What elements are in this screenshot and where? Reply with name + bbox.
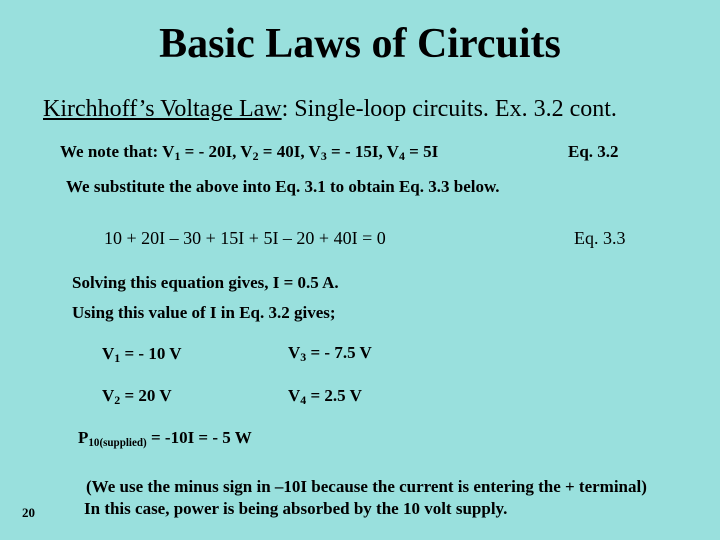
eq-3-3-label: Eq. 3.3	[574, 228, 626, 248]
v4-name: V	[288, 386, 301, 405]
solving-text: Solving this equation gives, I = 0.5 A.	[72, 273, 339, 292]
slide-subtitle	[43, 96, 617, 123]
power-result	[78, 428, 252, 449]
v2-name: V	[102, 386, 115, 405]
v4-result-subscript: 4	[300, 392, 307, 407]
power-subscript: 10(supplied)	[88, 436, 147, 449]
v1-subscript: 1	[174, 148, 181, 163]
result-v3	[288, 343, 372, 365]
v2-result-value: = 20 V	[120, 386, 172, 405]
footnote-line-2: In this case, power is being absorbed by the 10 volt supply.	[84, 499, 508, 518]
substitute-text: We substitute the above into Eq. 3.1 to obtain Eq. 3.3 below.	[66, 177, 500, 196]
v2-expression: = 40I, V	[258, 142, 321, 161]
power-name: P	[78, 428, 89, 447]
law-name: Kirchhoff’s Voltage Law	[43, 96, 282, 122]
v2-subscript: 2	[252, 148, 259, 163]
result-v4	[288, 386, 362, 408]
v1-result-value: = - 10 V	[120, 344, 182, 363]
slide-title: Basic Laws of Circuits	[159, 21, 561, 67]
v3-expression: = - 15I, V	[326, 142, 399, 161]
v4-expression: = 5I	[404, 142, 439, 161]
eq-3-2-label: Eq. 3.2	[568, 142, 619, 161]
equation-3-3: 10 + 20I – 30 + 15I + 5I – 20 + 40I = 0	[104, 228, 386, 248]
subtitle-rest: : Single-loop circuits. Ex. 3.2 cont.	[281, 96, 617, 122]
v1-expression: = - 20I, V	[180, 142, 253, 161]
v3-result-subscript: 3	[300, 349, 307, 364]
v1-name: V	[102, 344, 115, 363]
result-v2	[102, 386, 172, 408]
using-text: Using this value of I in Eq. 3.2 gives;	[72, 303, 336, 322]
result-v1	[102, 344, 182, 366]
v4-result-value: = 2.5 V	[306, 386, 362, 405]
footnote-line-1: (We use the minus sign in –10I because the current is entering the + terminal)	[86, 477, 647, 496]
note-prefix: We note that: V	[60, 142, 175, 161]
v4-subscript: 4	[398, 148, 405, 163]
v3-subscript: 3	[320, 148, 327, 163]
slide-number: 20	[22, 505, 35, 520]
power-value: = -10I = - 5 W	[146, 428, 252, 447]
v3-name: V	[288, 343, 301, 362]
voltage-definitions	[60, 142, 438, 164]
v2-result-subscript: 2	[114, 392, 121, 407]
v3-result-value: = - 7.5 V	[306, 343, 372, 362]
v1-result-subscript: 1	[114, 350, 121, 365]
